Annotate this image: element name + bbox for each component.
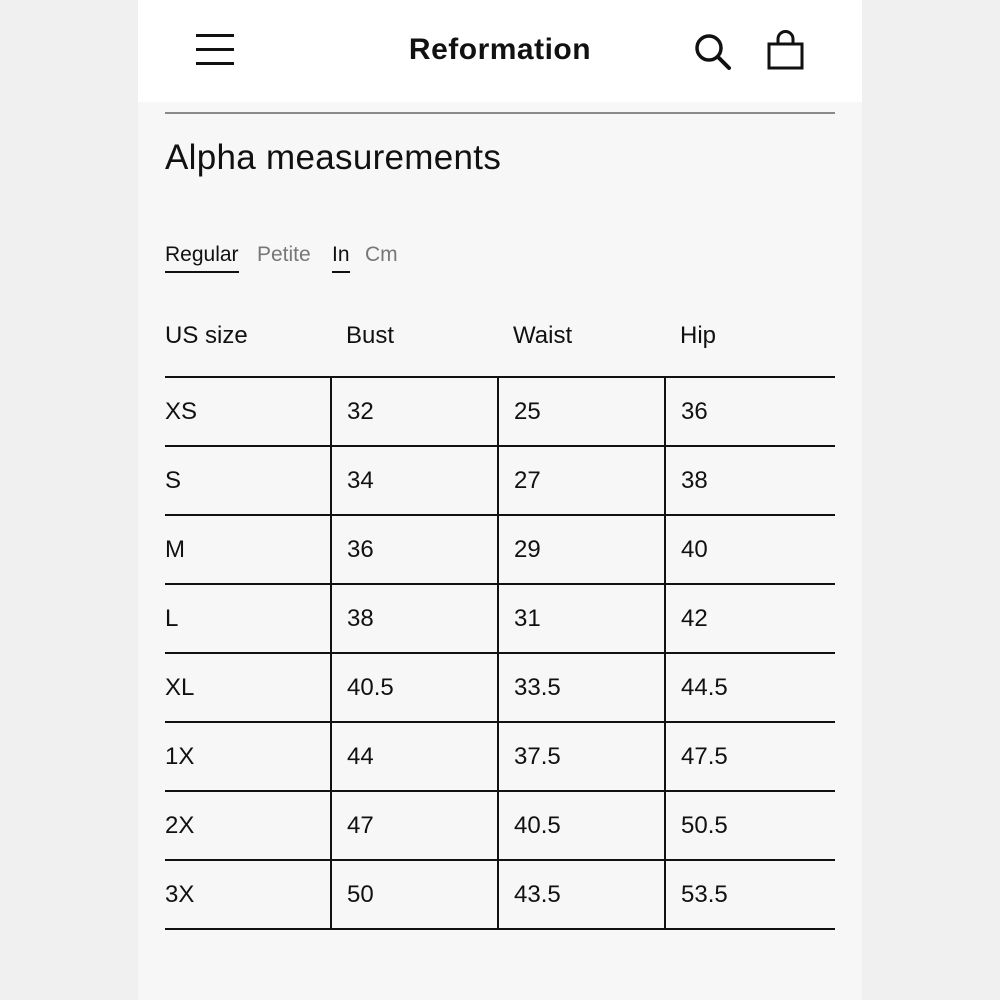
size-cell: 2X <box>165 791 331 860</box>
waist-cell: 29 <box>498 515 665 584</box>
tab-inches[interactable]: In <box>332 243 350 273</box>
bust-cell: 32 <box>331 377 498 446</box>
bust-cell: 47 <box>331 791 498 860</box>
bust-cell: 34 <box>331 446 498 515</box>
column-header-waist: Waist <box>513 322 573 349</box>
size-cell: XL <box>165 653 331 722</box>
column-header-us-size: US size <box>165 322 248 349</box>
brand-logo[interactable]: Reformation <box>408 33 592 66</box>
table-row <box>165 791 835 860</box>
size-cell: M <box>165 515 331 584</box>
bust-cell: 38 <box>331 584 498 653</box>
hip-cell: 42 <box>665 584 835 653</box>
size-cell: 1X <box>165 722 331 791</box>
shopping-bag-icon[interactable] <box>766 30 806 72</box>
hip-cell: 38 <box>665 446 835 515</box>
hip-cell: 40 <box>665 515 835 584</box>
table-row <box>165 860 835 929</box>
waist-cell: 33.5 <box>498 653 665 722</box>
size-cell: XS <box>165 377 331 446</box>
table-row <box>165 722 835 791</box>
bust-cell: 36 <box>331 515 498 584</box>
waist-cell: 31 <box>498 584 665 653</box>
waist-cell: 27 <box>498 446 665 515</box>
size-cell: 3X <box>165 860 331 929</box>
table-row <box>165 515 835 584</box>
page-frame <box>138 0 862 1000</box>
hip-cell: 50.5 <box>665 791 835 860</box>
hip-cell: 53.5 <box>665 860 835 929</box>
hip-cell: 36 <box>665 377 835 446</box>
bust-cell: 44 <box>331 722 498 791</box>
table-header-row <box>165 320 835 377</box>
waist-cell: 37.5 <box>498 722 665 791</box>
bust-cell: 40.5 <box>331 653 498 722</box>
bust-cell: 50 <box>331 860 498 929</box>
size-cell: L <box>165 584 331 653</box>
column-header-bust: Bust <box>346 322 395 349</box>
size-cell: S <box>165 446 331 515</box>
tab-regular[interactable]: Regular <box>165 243 239 273</box>
hamburger-menu-icon[interactable] <box>196 33 234 67</box>
hip-cell: 47.5 <box>665 722 835 791</box>
measurements-table <box>165 320 835 930</box>
waist-cell: 40.5 <box>498 791 665 860</box>
section-divider <box>165 112 835 114</box>
page-title: Alpha measurements <box>165 138 502 177</box>
waist-cell: 25 <box>498 377 665 446</box>
table-row <box>165 584 835 653</box>
search-icon[interactable] <box>693 32 733 72</box>
tab-centimeters[interactable]: Cm <box>365 243 398 266</box>
table-row <box>165 377 835 446</box>
tab-petite[interactable]: Petite <box>257 243 311 266</box>
hip-cell: 44.5 <box>665 653 835 722</box>
waist-cell: 43.5 <box>498 860 665 929</box>
table-row <box>165 653 835 722</box>
top-nav-bar <box>138 0 862 102</box>
table-row <box>165 446 835 515</box>
column-header-hip: Hip <box>680 322 717 349</box>
